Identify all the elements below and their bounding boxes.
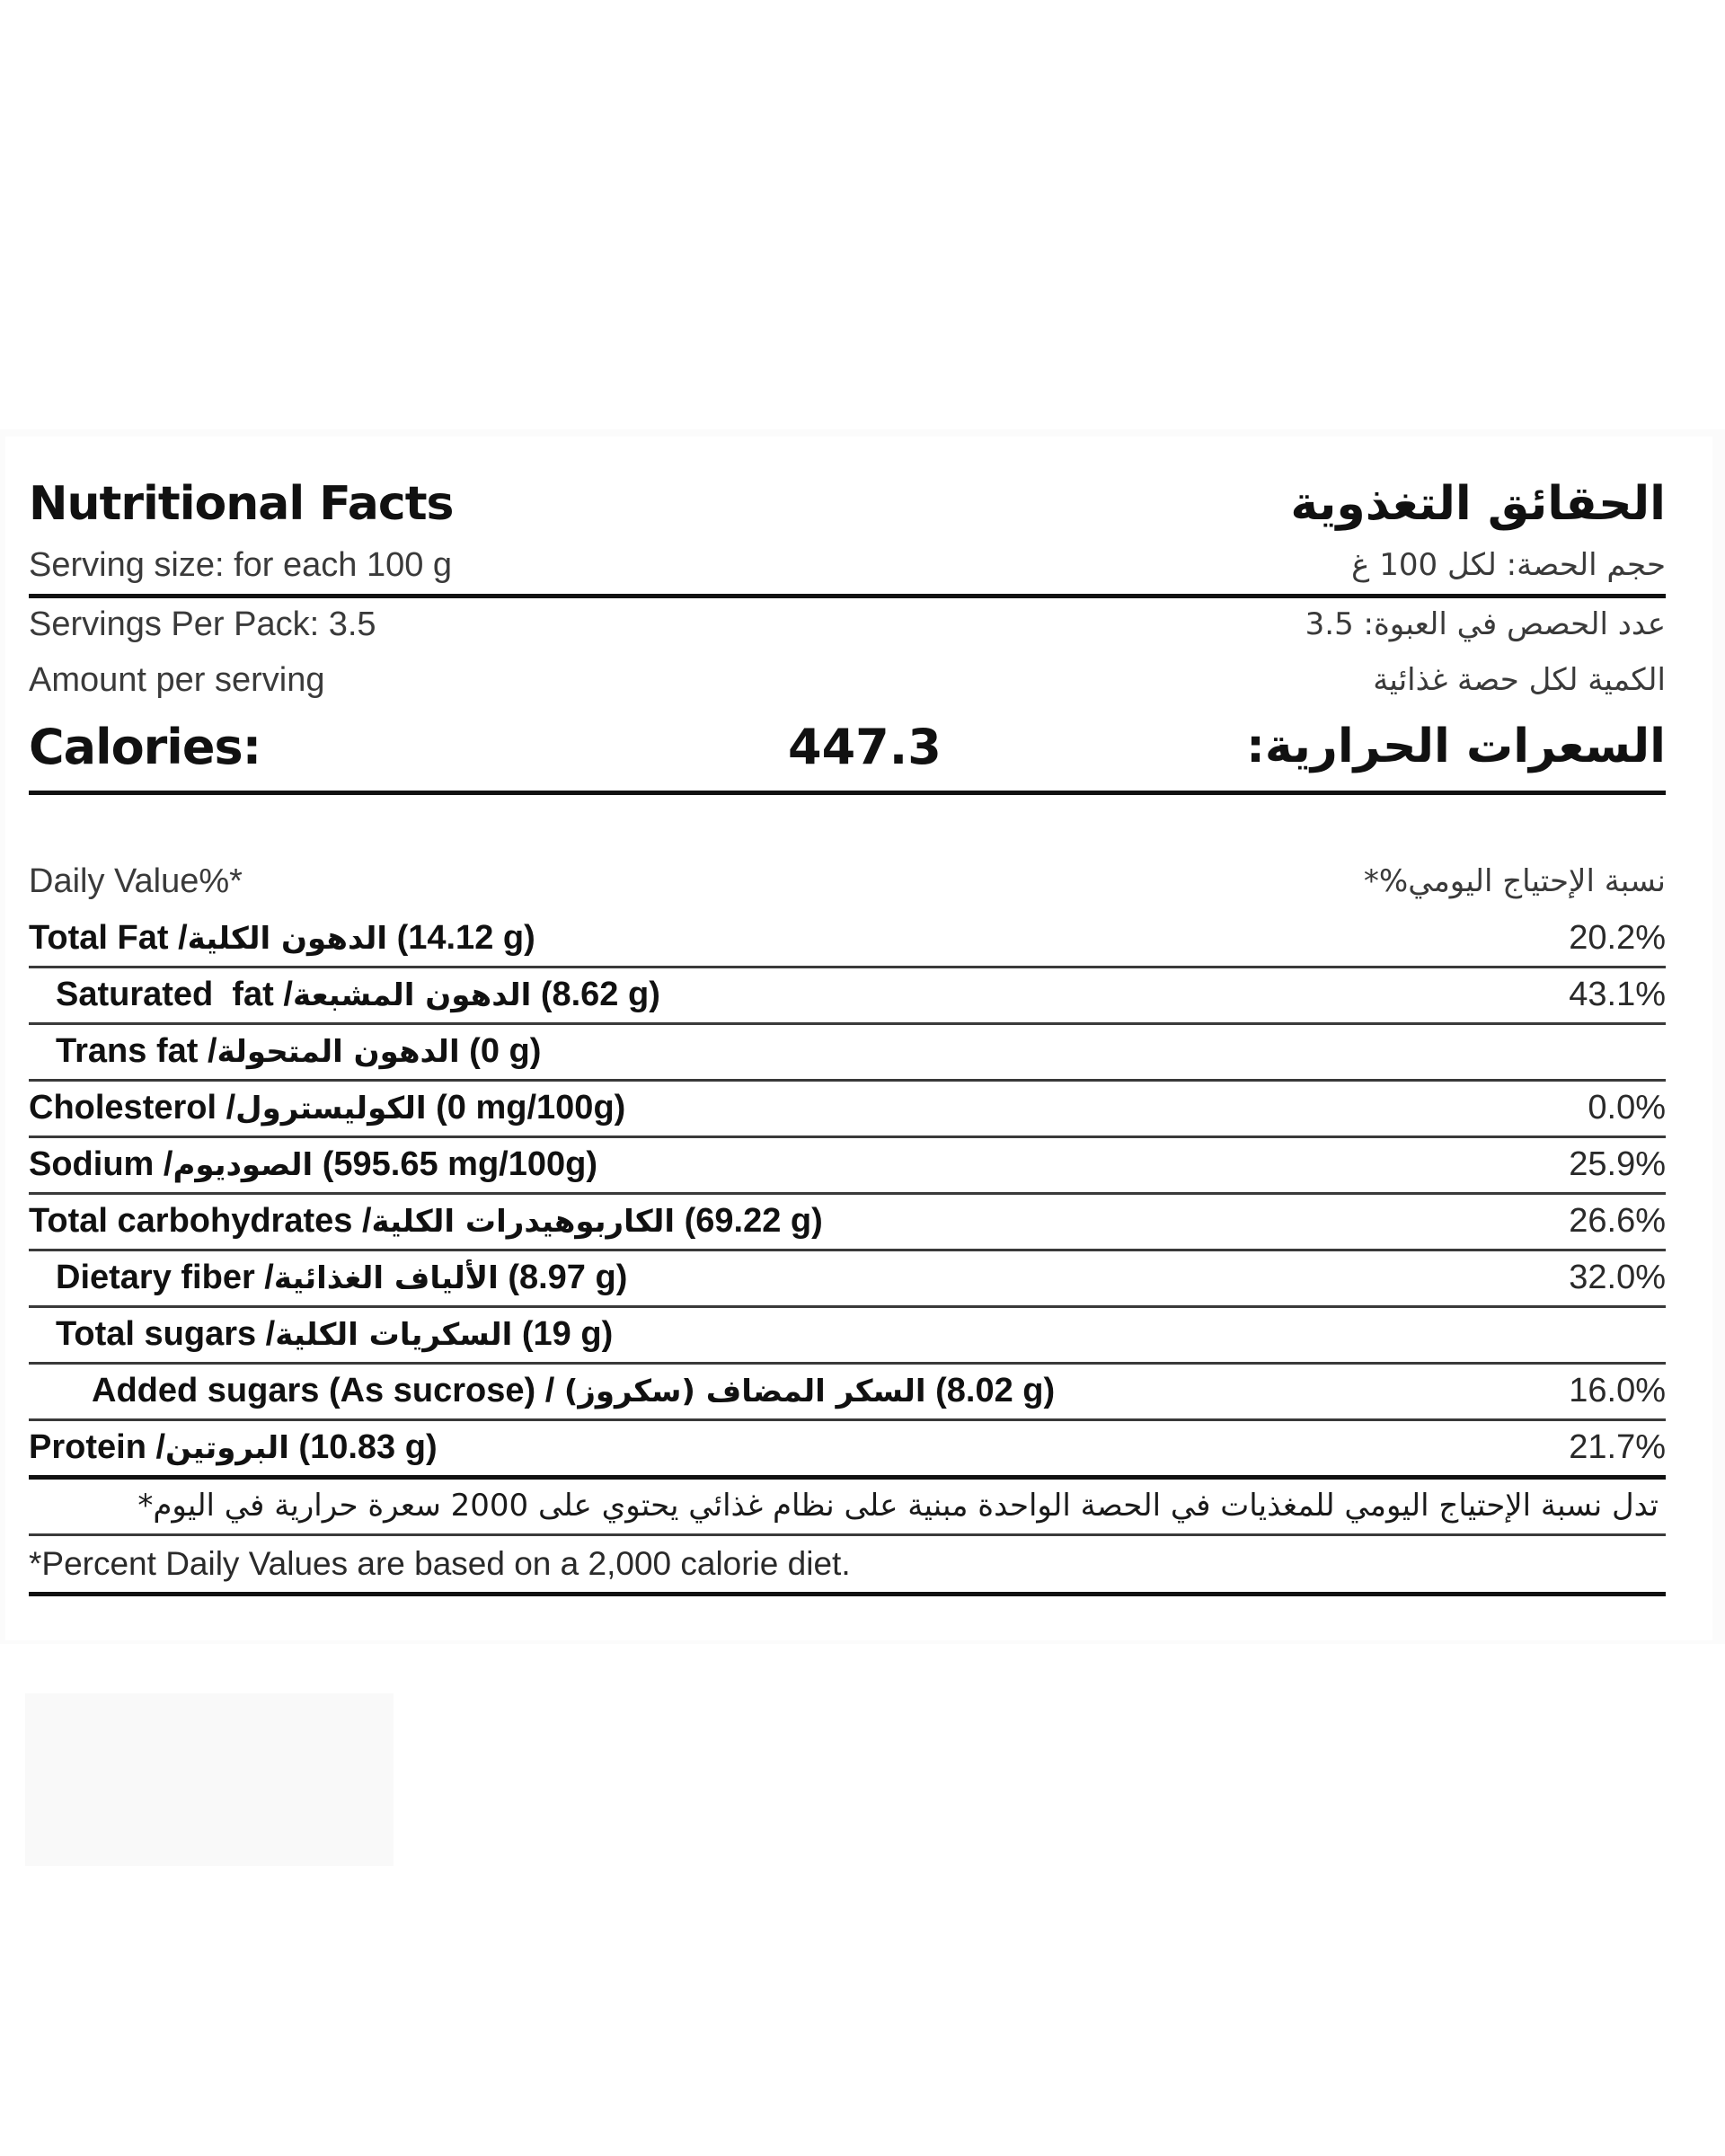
amount-per-serving-ar: الكمية لكل حصة غذائية — [1373, 662, 1666, 698]
divider-row — [29, 1022, 1666, 1025]
nutrient-row-saturated-fat — [29, 972, 1666, 1017]
nutrient-daily-value: 25.9% — [1569, 1144, 1666, 1183]
nutrient-daily-value: 43.1% — [1569, 975, 1666, 1013]
title-ar: الحقائق التغذوية — [1290, 477, 1666, 531]
daily-value-header-en: Daily Value%* — [29, 862, 243, 900]
nutrient-label: Trans fat /الدهون المتحولة (0 g) — [56, 1031, 542, 1070]
divider-serving — [29, 594, 1666, 598]
divider-row — [29, 1305, 1666, 1308]
serving-size-en: Serving size: for each 100 g — [29, 545, 453, 584]
footnote-ar: تدل نسبة الإحتياج اليومي للمغذيات في الحصة الواحدة مبنية على نظام غذائي يحتوي على 2000 سعرة حرارية في اليوم* — [137, 1488, 1659, 1524]
nutrient-daily-value: 26.6% — [1569, 1201, 1666, 1240]
divider-bottom — [29, 1592, 1666, 1596]
nutrient-label: Total Fat /الدهون الكلية (14.12 g) — [29, 918, 535, 957]
nutrient-row-added-sugars — [29, 1368, 1666, 1413]
amount-per-serving-row — [29, 658, 1666, 702]
nutrient-daily-value: 32.0% — [1569, 1258, 1666, 1296]
nutrient-label: Protein /البروتين (10.83 g) — [29, 1427, 438, 1466]
title-en: Nutritional Facts — [29, 477, 454, 531]
divider-row — [29, 1135, 1666, 1138]
daily-value-header-ar: نسبة الإحتياج اليومي%* — [1363, 863, 1666, 899]
nutrient-row-trans-fat — [29, 1029, 1666, 1074]
servings-per-pack-row — [29, 602, 1666, 647]
daily-value-header-row — [29, 859, 1666, 904]
blank-placeholder-box — [25, 1693, 394, 1866]
nutrient-daily-value: 16.0% — [1569, 1371, 1666, 1409]
footnote-en-row — [29, 1540, 1666, 1588]
title-row — [29, 473, 1666, 535]
nutrient-row-dietary-fiber — [29, 1255, 1666, 1300]
nutrient-label: Sodium /الصوديوم (595.65 mg/100g) — [29, 1144, 597, 1183]
nutrient-row-total-sugars — [29, 1312, 1666, 1356]
serving-size-ar: حجم الحصة: لكل 100 غ — [1351, 547, 1666, 583]
nutrient-row-sodium — [29, 1142, 1666, 1187]
divider-row — [29, 966, 1666, 968]
nutrient-label: Total carbohydrates /الكاربوهيدرات الكلية (69.22 g) — [29, 1201, 823, 1240]
nutrient-row-cholesterol — [29, 1085, 1666, 1130]
divider-row — [29, 1362, 1666, 1365]
serving-size-row — [29, 543, 1666, 588]
footnote-ar-row — [29, 1481, 1666, 1530]
nutrient-daily-value: 0.0% — [1588, 1088, 1666, 1127]
divider-calories — [29, 791, 1666, 795]
nutrient-label: Saturated fat /الدهون المشبعة (8.62 g) — [56, 975, 660, 1013]
divider-row — [29, 1249, 1666, 1251]
divider-protein — [29, 1475, 1666, 1480]
divider-row — [29, 1192, 1666, 1195]
nutrient-label: Total sugars /السكريات الكلية (19 g) — [56, 1314, 614, 1353]
calories-label-ar: السعرات الحرارية: — [1246, 720, 1666, 773]
footnote-en: *Percent Daily Values are based on a 2,000 calorie diet. — [29, 1545, 851, 1582]
servings-per-pack-en: Servings Per Pack: 3.5 — [29, 605, 376, 643]
nutrient-row-protein — [29, 1425, 1666, 1470]
divider-row — [29, 1418, 1666, 1421]
nutrient-label: Dietary fiber /الألياف الغذائية (8.97 g) — [56, 1258, 628, 1296]
nutrient-row-total-fat — [29, 915, 1666, 960]
divider-row — [29, 1079, 1666, 1082]
nutrient-row-total-carbohydrates — [29, 1198, 1666, 1243]
amount-per-serving-en: Amount per serving — [29, 660, 325, 699]
calories-label-en: Calories: — [29, 718, 261, 775]
nutrient-label: Added sugars (As sucrose) / السكر المضاف (سكروز) (8.02 g) — [92, 1371, 1056, 1409]
nutrient-label: Cholesterol /الكوليسترول (0 mg/100g) — [29, 1088, 626, 1127]
nutrient-daily-value: 21.7% — [1569, 1427, 1666, 1466]
divider-footnote — [29, 1533, 1666, 1536]
calories-value: 447.3 — [788, 718, 942, 775]
servings-per-pack-ar: عدد الحصص في العبوة: 3.5 — [1305, 606, 1666, 642]
nutrient-daily-value: 20.2% — [1569, 918, 1666, 957]
calories-row — [29, 715, 1666, 778]
